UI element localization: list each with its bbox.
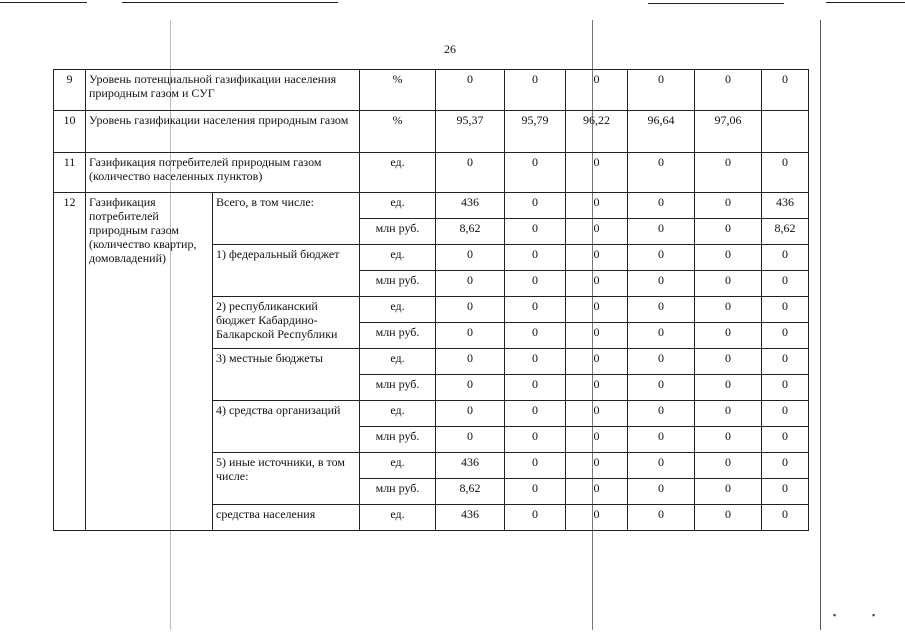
value-cell: 0 bbox=[566, 297, 628, 323]
value-cell: 0 bbox=[695, 297, 762, 323]
value-cell: 0 bbox=[628, 219, 695, 245]
unit-cell: ед. bbox=[360, 193, 436, 219]
value-cell: 0 bbox=[505, 427, 566, 453]
scan-top-line-2 bbox=[122, 2, 338, 3]
scan-top-line-1 bbox=[0, 2, 87, 3]
value-cell: 0 bbox=[436, 297, 505, 323]
value-cell: 0 bbox=[695, 453, 762, 479]
value-cell: 0 bbox=[628, 153, 695, 193]
unit-cell: млн руб. bbox=[360, 427, 436, 453]
value-cell: 0 bbox=[566, 271, 628, 297]
value-cell: 0 bbox=[566, 505, 628, 531]
unit-cell: млн руб. bbox=[360, 375, 436, 401]
value-cell: 0 bbox=[505, 193, 566, 219]
value-cell: 0 bbox=[566, 245, 628, 271]
value-cell: 0 bbox=[505, 453, 566, 479]
value-cell: 96,22 bbox=[566, 111, 628, 153]
value-cell: 0 bbox=[566, 70, 628, 111]
value-cell: 0 bbox=[762, 245, 809, 271]
unit-cell: ед. bbox=[360, 349, 436, 375]
value-cell: 0 bbox=[695, 427, 762, 453]
unit-cell: ед. bbox=[360, 245, 436, 271]
scan-right-border bbox=[820, 20, 821, 630]
funding-source-label: 5) иные источники, в том числе: bbox=[213, 453, 360, 505]
value-cell: 0 bbox=[695, 375, 762, 401]
value-cell: 0 bbox=[436, 349, 505, 375]
value-cell: 0 bbox=[628, 427, 695, 453]
value-cell: 436 bbox=[762, 193, 809, 219]
value-cell: 96,64 bbox=[628, 111, 695, 153]
value-cell: 0 bbox=[762, 153, 809, 193]
value-cell: 0 bbox=[628, 245, 695, 271]
value-cell: 0 bbox=[628, 479, 695, 505]
value-cell: 0 bbox=[436, 427, 505, 453]
value-cell: 0 bbox=[436, 245, 505, 271]
row-number: 10 bbox=[54, 111, 86, 153]
unit-cell: ед. bbox=[360, 453, 436, 479]
scan-speck: ▪ bbox=[872, 610, 876, 620]
value-cell: 0 bbox=[628, 375, 695, 401]
value-cell: 0 bbox=[505, 153, 566, 193]
value-cell: 0 bbox=[695, 505, 762, 531]
scan-speck: ▪ bbox=[833, 610, 837, 620]
value-cell: 0 bbox=[762, 453, 809, 479]
value-cell: 8,62 bbox=[762, 219, 809, 245]
value-cell: 0 bbox=[695, 479, 762, 505]
value-cell: 0 bbox=[695, 245, 762, 271]
value-cell: 0 bbox=[505, 479, 566, 505]
value-cell: 0 bbox=[505, 219, 566, 245]
value-cell: 0 bbox=[695, 153, 762, 193]
unit-cell: млн руб. bbox=[360, 219, 436, 245]
table-row bbox=[54, 70, 809, 111]
value-cell: 0 bbox=[505, 245, 566, 271]
value-cell: 0 bbox=[762, 271, 809, 297]
value-cell: 0 bbox=[695, 323, 762, 349]
value-cell: 0 bbox=[505, 505, 566, 531]
row-number: 11 bbox=[54, 153, 86, 193]
value-cell: 0 bbox=[628, 401, 695, 427]
value-cell: 0 bbox=[762, 479, 809, 505]
value-cell: 0 bbox=[695, 219, 762, 245]
funding-source-label: 3) местные бюджеты bbox=[213, 349, 360, 401]
value-cell: 0 bbox=[436, 323, 505, 349]
value-cell: 0 bbox=[695, 349, 762, 375]
value-cell: 0 bbox=[762, 297, 809, 323]
indicator-name: Уровень газификации населения природным газом bbox=[86, 111, 360, 153]
value-cell: 0 bbox=[695, 193, 762, 219]
unit-cell: ед. bbox=[360, 153, 436, 193]
value-cell: 0 bbox=[505, 297, 566, 323]
value-cell: 0 bbox=[505, 323, 566, 349]
value-cell: 0 bbox=[762, 401, 809, 427]
funding-source-label: средства населения bbox=[213, 505, 360, 531]
value-cell: 0 bbox=[566, 323, 628, 349]
value-cell: 0 bbox=[566, 375, 628, 401]
value-cell: 0 bbox=[762, 427, 809, 453]
value-cell: 0 bbox=[436, 153, 505, 193]
table-row bbox=[54, 193, 809, 219]
value-cell: 8,62 bbox=[436, 479, 505, 505]
value-cell: 0 bbox=[566, 401, 628, 427]
scan-top-line-3 bbox=[648, 3, 784, 4]
value-cell: 0 bbox=[505, 401, 566, 427]
value-cell: 95,37 bbox=[436, 111, 505, 153]
table-row bbox=[54, 153, 809, 193]
table-body bbox=[54, 70, 809, 531]
page-number: 26 bbox=[444, 42, 456, 56]
value-cell: 0 bbox=[695, 70, 762, 111]
unit-cell: ед. bbox=[360, 401, 436, 427]
value-cell: 0 bbox=[505, 375, 566, 401]
row-number: 12 bbox=[54, 193, 86, 531]
value-cell: 0 bbox=[566, 427, 628, 453]
value-cell: 0 bbox=[695, 401, 762, 427]
value-cell: 0 bbox=[628, 271, 695, 297]
value-cell: 0 bbox=[566, 153, 628, 193]
unit-cell: млн руб. bbox=[360, 323, 436, 349]
table-row bbox=[54, 111, 809, 153]
value-cell: 0 bbox=[695, 271, 762, 297]
value-cell: 436 bbox=[436, 193, 505, 219]
unit-cell: млн руб. bbox=[360, 271, 436, 297]
value-cell: 0 bbox=[628, 323, 695, 349]
value-cell: 0 bbox=[505, 271, 566, 297]
value-cell: 0 bbox=[566, 219, 628, 245]
indicators-table bbox=[53, 69, 809, 531]
unit-cell: % bbox=[360, 111, 436, 153]
funding-source-label: 2) республиканский бюджет Кабардино-Балкарской Республики bbox=[213, 297, 360, 349]
value-cell: 0 bbox=[566, 349, 628, 375]
value-cell: 0 bbox=[762, 505, 809, 531]
value-cell: 0 bbox=[436, 375, 505, 401]
value-cell: 95,79 bbox=[505, 111, 566, 153]
scan-top-line-4 bbox=[826, 2, 905, 3]
value-cell: 0 bbox=[436, 401, 505, 427]
value-cell: 0 bbox=[436, 271, 505, 297]
indicator-name: Газификация потребителей природным газом (количество квартир, домовладений) bbox=[86, 193, 213, 531]
value-cell: 0 bbox=[566, 453, 628, 479]
value-cell: 0 bbox=[628, 297, 695, 323]
value-cell: 0 bbox=[762, 349, 809, 375]
indicator-name: Газификация потребителей природным газом (количество населенных пунктов) bbox=[86, 153, 360, 193]
value-cell: 0 bbox=[505, 70, 566, 111]
value-cell bbox=[762, 111, 809, 153]
value-cell: 8,62 bbox=[436, 219, 505, 245]
value-cell: 0 bbox=[762, 375, 809, 401]
value-cell: 0 bbox=[762, 70, 809, 111]
value-cell: 0 bbox=[762, 323, 809, 349]
value-cell: 0 bbox=[628, 70, 695, 111]
indicator-name: Уровень потенциальной газификации населения природным газом и СУГ bbox=[86, 70, 360, 111]
funding-source-label: 1) федеральный бюджет bbox=[213, 245, 360, 297]
value-cell: 0 bbox=[628, 193, 695, 219]
value-cell: 0 bbox=[566, 479, 628, 505]
value-cell: 436 bbox=[436, 505, 505, 531]
value-cell: 0 bbox=[566, 193, 628, 219]
value-cell: 97,06 bbox=[695, 111, 762, 153]
unit-cell: ед. bbox=[360, 505, 436, 531]
unit-cell: млн руб. bbox=[360, 479, 436, 505]
value-cell: 0 bbox=[628, 453, 695, 479]
value-cell: 0 bbox=[436, 70, 505, 111]
value-cell: 0 bbox=[628, 505, 695, 531]
row-number: 9 bbox=[54, 70, 86, 111]
funding-source-label: 4) средства организаций bbox=[213, 401, 360, 453]
value-cell: 0 bbox=[505, 349, 566, 375]
funding-source-label: Всего, в том числе: bbox=[213, 193, 360, 245]
unit-cell: % bbox=[360, 70, 436, 111]
value-cell: 436 bbox=[436, 453, 505, 479]
unit-cell: ед. bbox=[360, 297, 436, 323]
value-cell: 0 bbox=[628, 349, 695, 375]
